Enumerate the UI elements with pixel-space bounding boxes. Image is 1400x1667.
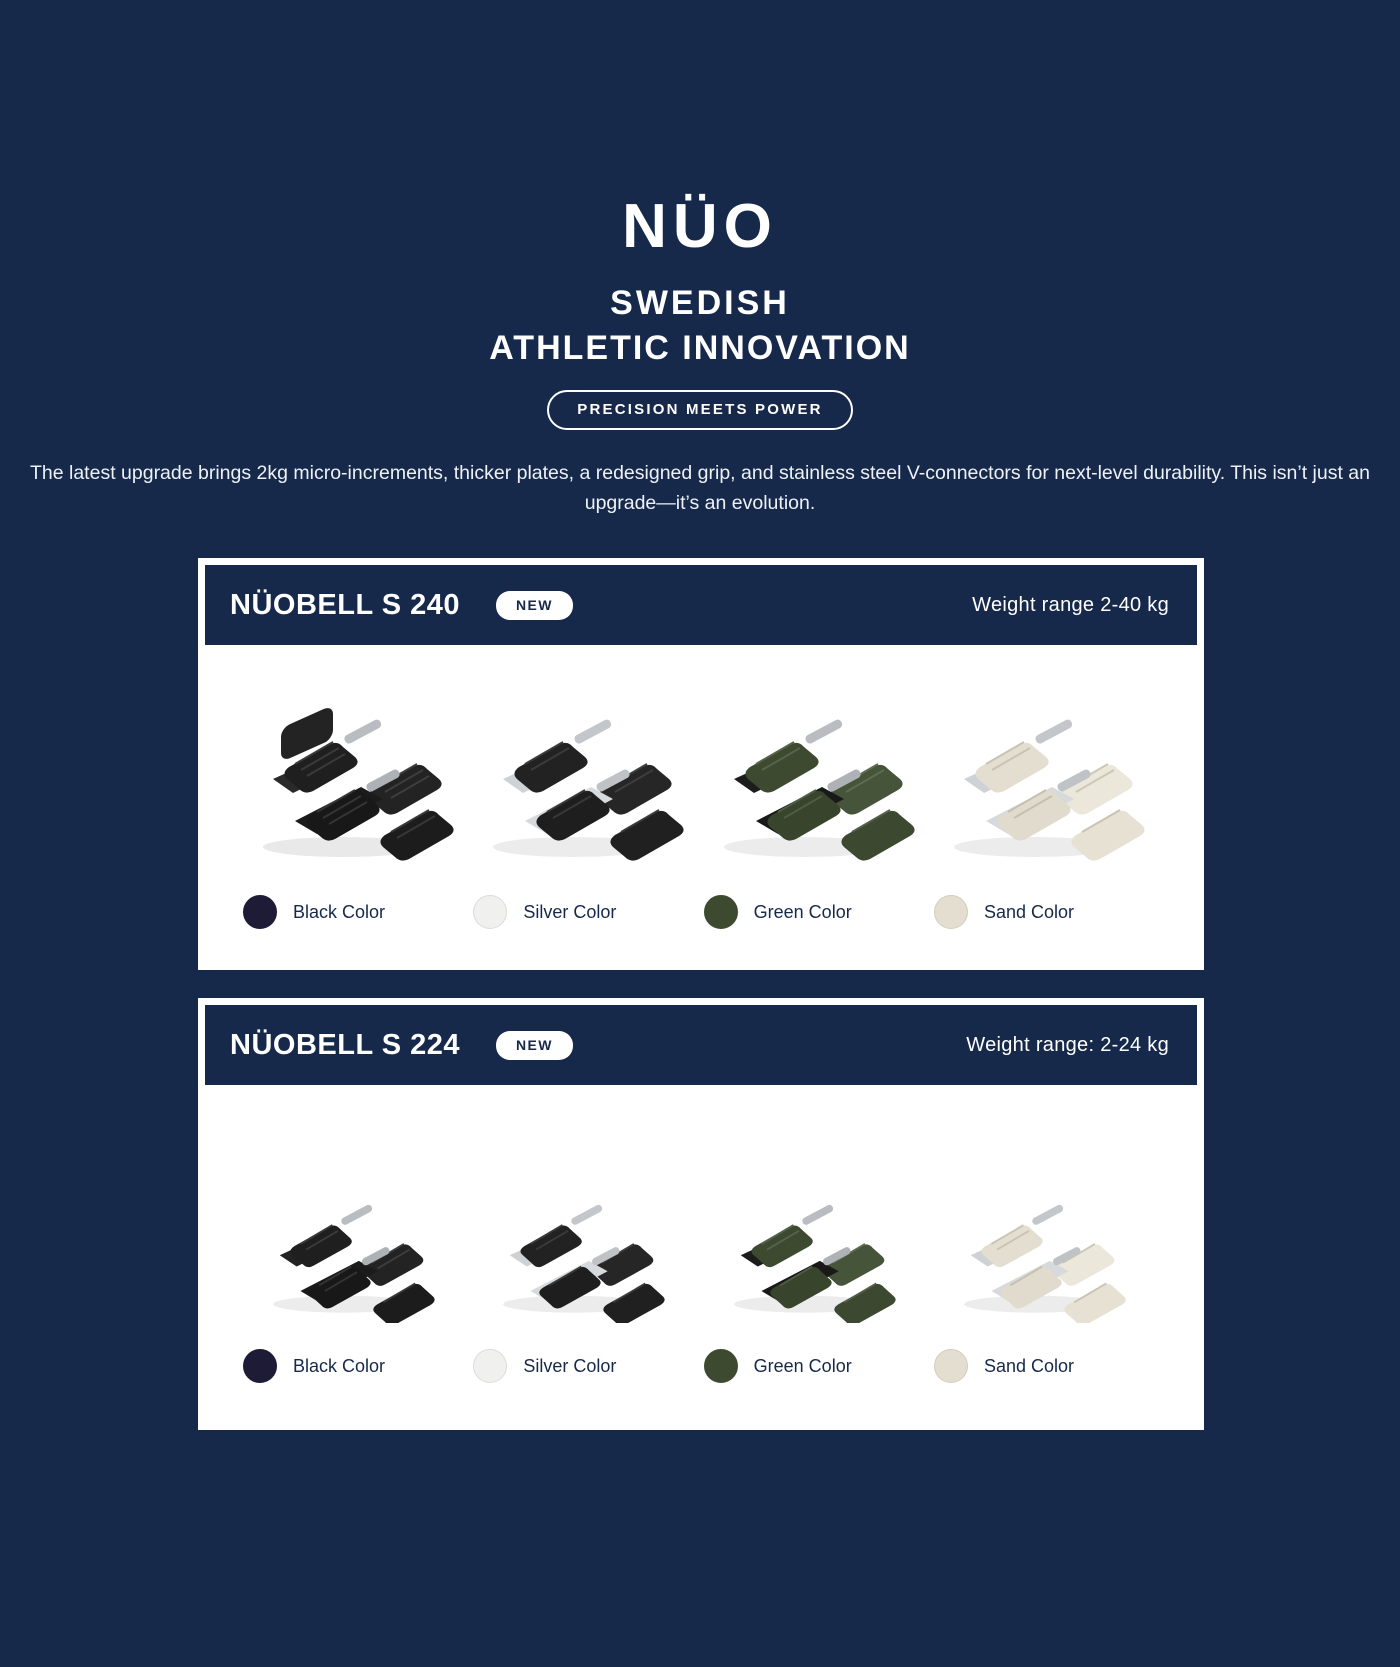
swatch-circle-black <box>243 895 277 929</box>
dumbbell-black-icon <box>243 1163 468 1323</box>
dumbbell-green-icon <box>704 1163 929 1323</box>
weight-range: Weight range 2-40 kg <box>972 593 1169 616</box>
product-cards <box>198 558 1204 1430</box>
brand-logo: NÜO <box>622 192 778 261</box>
product-image-sand[interactable] <box>934 679 1159 869</box>
product-image-row <box>229 679 1173 869</box>
product-image-sand[interactable] <box>934 1163 1159 1323</box>
swatch-label: Green Color <box>753 901 852 922</box>
card-header-s240 <box>205 565 1197 645</box>
swatch-circle-silver <box>473 1349 507 1383</box>
card-body-s240 <box>205 645 1197 963</box>
dumbbell-sand-icon <box>934 1163 1159 1323</box>
swatch-item-sand[interactable] <box>934 1349 1159 1383</box>
dumbbell-sand-icon <box>934 679 1159 869</box>
swatch-label: Black Color <box>293 901 386 922</box>
product-image-black[interactable] <box>243 1163 468 1323</box>
card-body-s224 <box>205 1085 1197 1423</box>
product-image-green[interactable] <box>704 1163 929 1323</box>
pill-container <box>0 390 1400 430</box>
swatch-item-black[interactable] <box>243 895 468 929</box>
product-card-s240 <box>198 558 1204 970</box>
new-badge: NEW <box>496 591 573 620</box>
dumbbell-green-icon <box>704 679 929 869</box>
swatch-item-black[interactable] <box>243 1349 468 1383</box>
product-image-row <box>229 1163 1173 1323</box>
swatch-label: Sand Color <box>983 1355 1075 1376</box>
swatch-circle-sand <box>934 895 968 929</box>
color-swatch-row <box>229 895 1173 929</box>
swatch-item-green[interactable] <box>704 895 929 929</box>
swatch-item-sand[interactable] <box>934 895 1159 929</box>
product-image-silver[interactable] <box>473 1163 698 1323</box>
swatch-circle-green <box>704 1349 738 1383</box>
card-header-s224 <box>205 1005 1197 1085</box>
swatch-circle-green <box>704 895 738 929</box>
swatch-label: Silver Color <box>523 901 617 922</box>
product-image-black[interactable] <box>243 679 468 869</box>
intro-paragraph: The latest upgrade brings 2kg micro-increments, thicker plates, a redesigned grip, and stainless steel V-connectors for next-level durability. This isn’t just an upgrade—it’s an evolution. <box>29 462 1370 515</box>
dumbbell-silver-icon <box>473 1163 698 1323</box>
swatch-label: Green Color <box>753 1355 852 1376</box>
product-image-green[interactable] <box>704 679 929 869</box>
swatch-circle-sand <box>934 1349 968 1383</box>
dumbbell-black-icon <box>243 679 468 869</box>
new-badge: NEW <box>496 1031 573 1060</box>
page-header <box>0 0 1400 519</box>
swatch-item-silver[interactable] <box>473 895 698 929</box>
product-image-silver[interactable] <box>473 679 698 869</box>
color-swatch-row <box>229 1349 1173 1383</box>
swatch-item-green[interactable] <box>704 1349 929 1383</box>
swatch-label: Sand Color <box>983 901 1075 922</box>
swatch-label: Silver Color <box>523 1355 617 1376</box>
dumbbell-silver-icon <box>473 679 698 869</box>
precision-pill: PRECISION MEETS POWER <box>547 390 852 430</box>
product-title: NÜOBELL S 224 <box>230 1028 460 1061</box>
tagline-line-2: ATHLETIC INNOVATION <box>489 329 911 368</box>
product-card-s224 <box>198 998 1204 1430</box>
weight-range: Weight range: 2-24 kg <box>966 1033 1169 1056</box>
tagline-line-1: SWEDISH <box>610 284 790 322</box>
swatch-item-silver[interactable] <box>473 1349 698 1383</box>
swatch-label: Black Color <box>293 1355 386 1376</box>
product-title: NÜOBELL S 240 <box>230 588 460 621</box>
swatch-circle-silver <box>473 895 507 929</box>
swatch-circle-black <box>243 1349 277 1383</box>
